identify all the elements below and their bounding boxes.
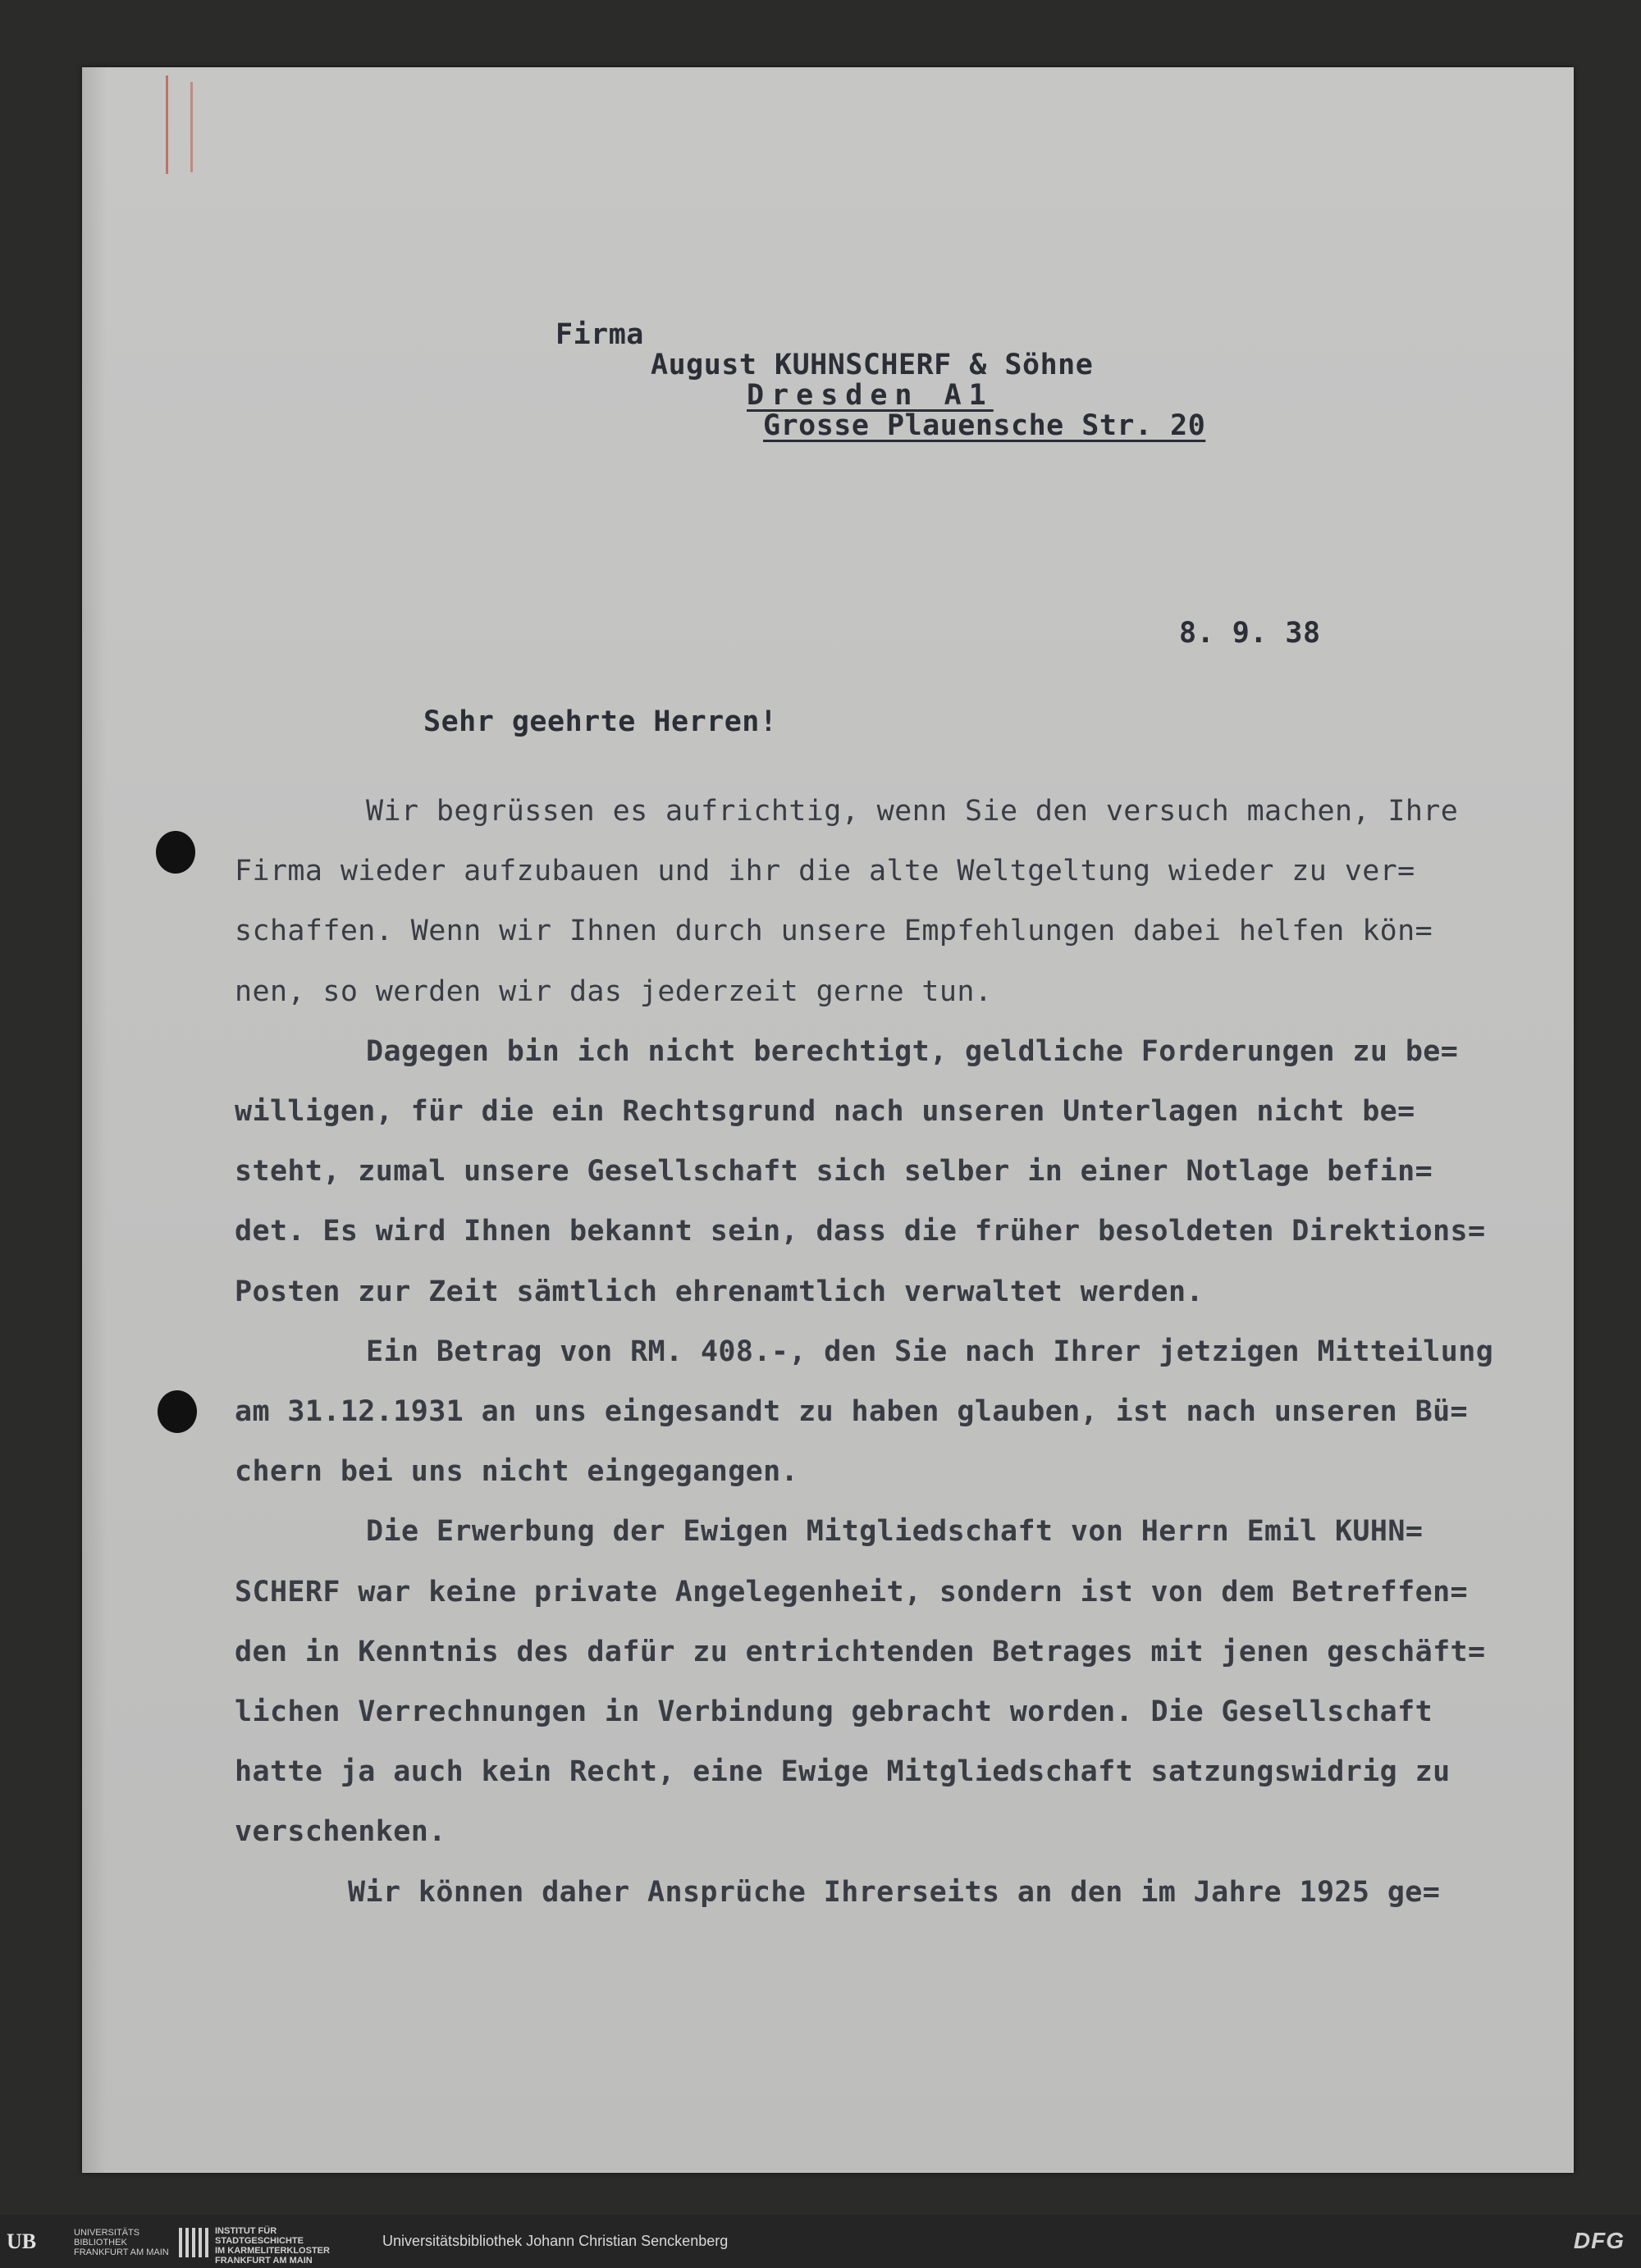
body-line: Posten zur Zeit sämtlich ehrenamtlich verwaltet werden. [235,1275,1204,1308]
body-line: chern bei uns nicht eingegangen. [235,1455,799,1488]
body-line: hatte ja auch kein Recht, eine Ewige Mitgliedschaft satzungswidrig zu [235,1755,1451,1788]
letter-date: 8. 9. 38 [1179,617,1321,650]
recipient-label: Firma [555,318,644,351]
library-name: Universitätsbibliothek Johann Christian Senckenberg [382,2233,729,2249]
body-line: SCHERF war keine private Angelegenheit, sondern ist von dem Betreffen= [235,1576,1469,1609]
body-line: nen, so werden wir das jederzeit gerne tun. [235,975,993,1008]
punch-hole-bottom [158,1390,197,1433]
body-line: Wir können daher Ansprüche Ihrerseits an den im Jahre 1925 ge= [348,1876,1441,1909]
body-line: am 31.12.1931 an uns eingesandt zu haben glauben, ist nach unseren Bü= [235,1395,1469,1428]
salutation: Sehr geehrte Herren! [423,705,778,738]
body-line: Die Erwerbung der Ewigen Mitgliedschaft von Herrn Emil KUHN= [366,1515,1424,1548]
body-line: Ein Betrag von RM. 408.-, den Sie nach Ihrer jetzigen Mitteilung [366,1335,1494,1368]
recipient-city: Dresden A1 [747,379,994,412]
body-line: schaffen. Wenn wir Ihnen durch unsere Empfehlungen dabei helfen kön= [235,915,1433,947]
body-line: Dagegen bin ich nicht berechtigt, geldliche Forderungen zu be= [366,1035,1459,1068]
body-line: verschenken. [235,1815,446,1848]
ub-logo: UB [7,2229,37,2253]
punch-hole-top [156,831,195,874]
red-margin-mark [166,75,168,174]
body-line: Firma wieder aufzubauen und ihr die alte Weltgeltung wieder zu ver= [235,855,1415,888]
isg-logo-text: INSTITUT FÜR STADTGESCHICHTE IM KARMELITERKLOSTER FRANKFURT AM MAIN [215,2226,330,2266]
body-line: lichen Verrechnungen in Verbindung gebracht worden. Die Gesellschaft [235,1695,1433,1728]
page-shadow [82,67,107,2173]
body-line: den in Kenntnis des dafür zu entrichtenden Betrages mit jenen geschäft= [235,1636,1486,1668]
body-line: steht, zumal unsere Gesellschaft sich selber in einer Notlage befin= [235,1155,1433,1188]
recipient-company: August KUHNSCHERF & Söhne [651,349,1094,381]
body-line: willigen, für die ein Rechtsgrund nach unseren Unterlagen nicht be= [235,1095,1415,1128]
red-margin-mark [190,82,193,172]
body-line: Wir begrüssen es aufrichtig, wenn Sie den versuch machen, Ihre [366,795,1459,828]
dfg-logo: DFG [1573,2228,1625,2253]
recipient-street: Grosse Plauensche Str. 20 [763,409,1206,442]
body-line: det. Es wird Ihnen bekannt sein, dass die früher besoldeten Direktions= [235,1215,1486,1248]
isg-logo-icon [179,2228,208,2257]
footer-bar [0,2215,1641,2268]
ub-logo-text: UNIVERSITÄTS BIBLIOTHEK FRANKFURT AM MAIN [74,2228,169,2257]
